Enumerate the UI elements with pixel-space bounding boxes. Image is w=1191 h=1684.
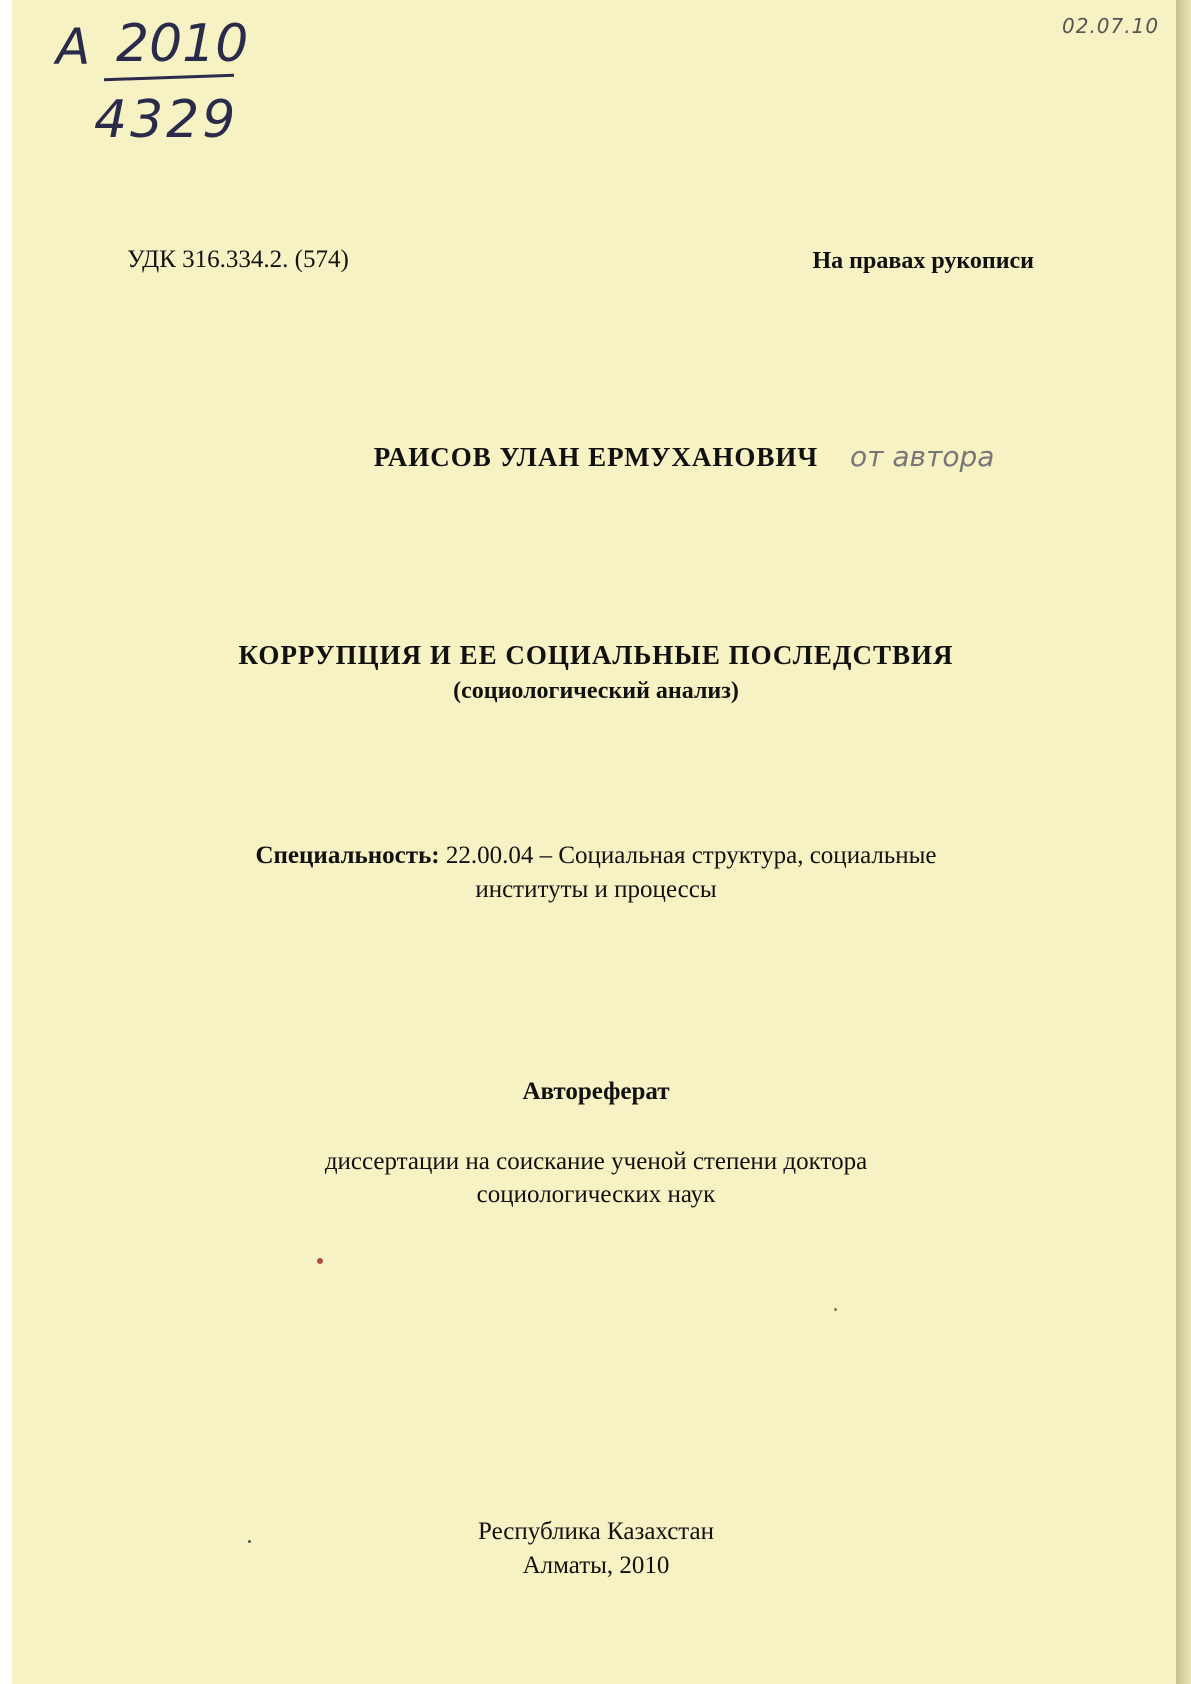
archive-year: 2010	[116, 14, 249, 74]
archive-letter: А	[56, 18, 93, 76]
degree-line-2: социологических наук	[476, 1181, 716, 1208]
from-author-note: от автора	[850, 440, 995, 473]
scan-edge-shadow	[1176, 0, 1191, 1684]
rights-note: На правах рукописи	[812, 248, 1034, 274]
received-date: 02.07.10	[1062, 14, 1160, 38]
archive-underline	[104, 74, 234, 82]
archive-number: 4329	[94, 90, 239, 150]
author-name: РАИСОВ УЛАН ЕРМУХАНОВИЧ	[373, 442, 819, 472]
specialty-line-2: институты и процессы	[475, 876, 717, 903]
specialty-line-1	[12, 842, 1180, 870]
udk-code: УДК 316.334.2. (574)	[127, 246, 349, 273]
dissertation-subtitle: (социологический анализ)	[453, 678, 739, 704]
ink-speck	[834, 1308, 837, 1311]
specialty-text: 22.00.04 – Социальная структура, социальные	[445, 842, 937, 869]
specialty-label: Специальность:	[255, 842, 440, 869]
country: Республика Казахстан	[478, 1518, 714, 1545]
dissertation-title: КОРРУПЦИЯ И ЕЕ СОЦИАЛЬНЫЕ ПОСЛЕДСТВИЯ	[238, 640, 954, 670]
degree-line-1: диссертации на соискание ученой степени доктора	[324, 1148, 868, 1175]
city-year: Алматы, 2010	[522, 1552, 670, 1579]
ink-speck	[248, 1540, 251, 1543]
document-page	[12, 0, 1191, 1684]
ink-speck	[317, 1258, 323, 1264]
document-type-heading: Автореферат	[522, 1078, 670, 1105]
